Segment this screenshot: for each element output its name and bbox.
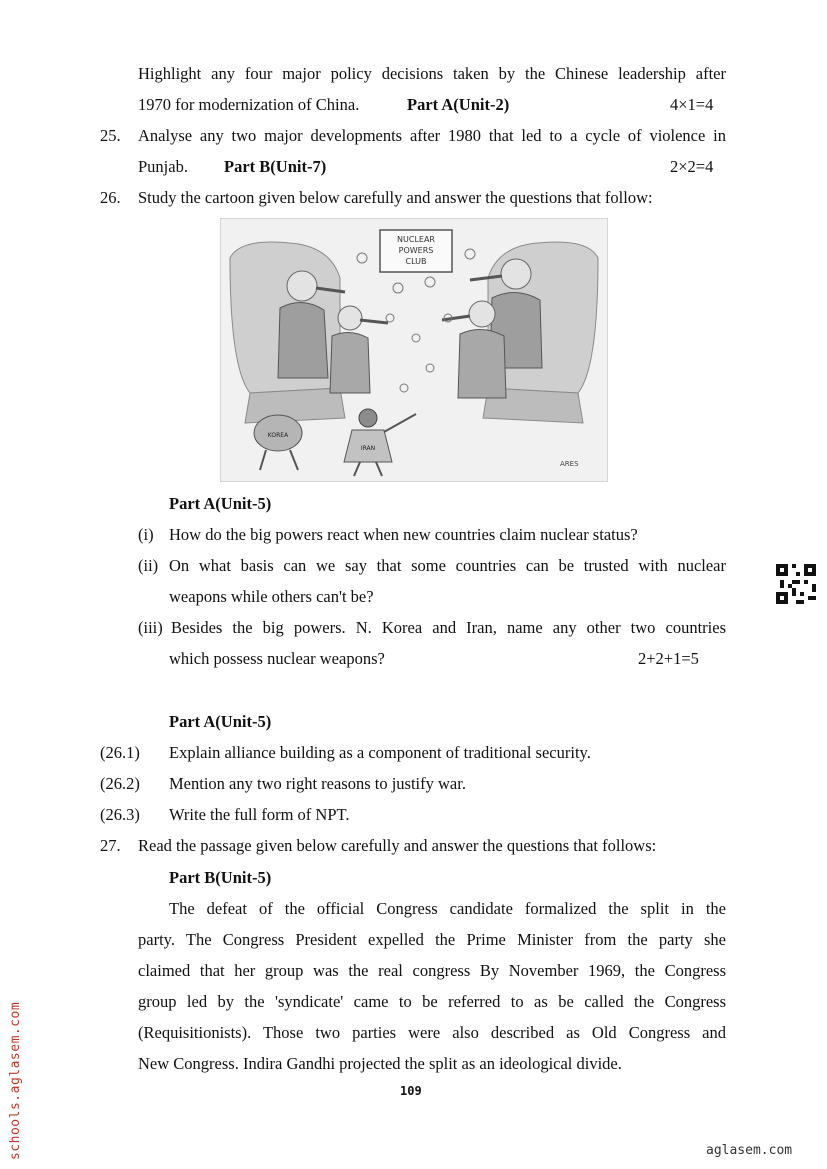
q27-number: 27. (100, 836, 121, 855)
sign-text-2: POWERS (398, 246, 434, 255)
q26-sub3-label: (iii) (138, 618, 163, 637)
nuclear-club-cartoon (220, 218, 608, 482)
q25-part-label: Part B(Unit-7) (224, 157, 327, 176)
passage-line-1: The defeat of the official Congress candidate formalized the split in the (169, 899, 726, 918)
q26-number: 26. (100, 188, 121, 207)
cartoonist-signature: ARES (560, 460, 579, 468)
q26-sub2-label: (ii) (138, 556, 159, 575)
q26-sub1-label: (i) (138, 525, 154, 544)
q26alt-item1-label: (26.1) (100, 743, 140, 762)
sign-text-1: NUCLEAR (397, 235, 435, 244)
q27-part-label: Part B(Unit-5) (169, 868, 272, 887)
q26-sub1-text: How do the big powers react when new countries claim nuclear status? (169, 525, 638, 544)
figure-iran-label: IRAN (360, 445, 376, 452)
q25-line2: Punjab. (138, 157, 188, 176)
q24-part-label: Part A(Unit-2) (407, 95, 510, 114)
q27-intro: Read the passage given below carefully and answer the questions that follows: (138, 836, 657, 855)
q26-marks: 2+2+1=5 (638, 649, 699, 668)
q26-sub3-line2: which possess nuclear weapons? (169, 649, 385, 668)
q26-sub3-line1: Besides the big powers. N. Korea and Iran, name any other two countries (171, 618, 726, 637)
passage-line-2: party. The Congress President expelled the Prime Minister from the party she (138, 930, 726, 949)
q25-line1: Analyse any two major developments after 1980 that led to a cycle of violence in (138, 126, 726, 145)
passage-line-4: group led by the 'syndicate' came to be referred to as be called the Congress (138, 992, 726, 1011)
footer-watermark: aglasem.com (706, 1143, 793, 1158)
q26alt-item2-text: Mention any two right reasons to justify war. (169, 774, 466, 793)
q26-intro: Study the cartoon given below carefully and answer the questions that follow: (138, 188, 653, 207)
q25-marks: 2×2=4 (670, 157, 714, 176)
q26-sub2-line1: On what basis can we say that some countries can be trusted with nuclear (169, 556, 726, 575)
q26alt-item3-text: Write the full form of NPT. (169, 805, 350, 824)
qr-code-icon (776, 564, 816, 604)
passage-line-3: claimed that her group was the real congress By November 1969, the Congress (138, 961, 726, 980)
q26alt-item1-text: Explain alliance building as a component of traditional security. (169, 743, 591, 762)
side-watermark: schools.aglasem.com (8, 1001, 23, 1160)
figure-korea-label: KOREA (267, 432, 289, 439)
q24-marks: 4×1=4 (670, 95, 714, 114)
passage-line-6: New Congress. Indira Gandhi projected the split as an ideological divide. (138, 1054, 622, 1073)
sign-text-3: CLUB (405, 257, 427, 266)
q24-line1: Highlight any four major policy decisions taken by the Chinese leadership after (138, 64, 726, 83)
passage-line-5: (Requisitionists). Those two parties were also described as Old Congress and (138, 1023, 726, 1042)
page-number: 109 (400, 1084, 422, 1098)
q26-part-label: Part A(Unit-5) (169, 494, 272, 513)
q25-number: 25. (100, 126, 121, 145)
q26-sub2-line2: weapons while others can't be? (169, 587, 374, 606)
q26alt-item3-label: (26.3) (100, 805, 140, 824)
q24-line2: 1970 for modernization of China. (138, 95, 360, 114)
q26alt-part-label: Part A(Unit-5) (169, 712, 272, 731)
q26alt-item2-label: (26.2) (100, 774, 140, 793)
